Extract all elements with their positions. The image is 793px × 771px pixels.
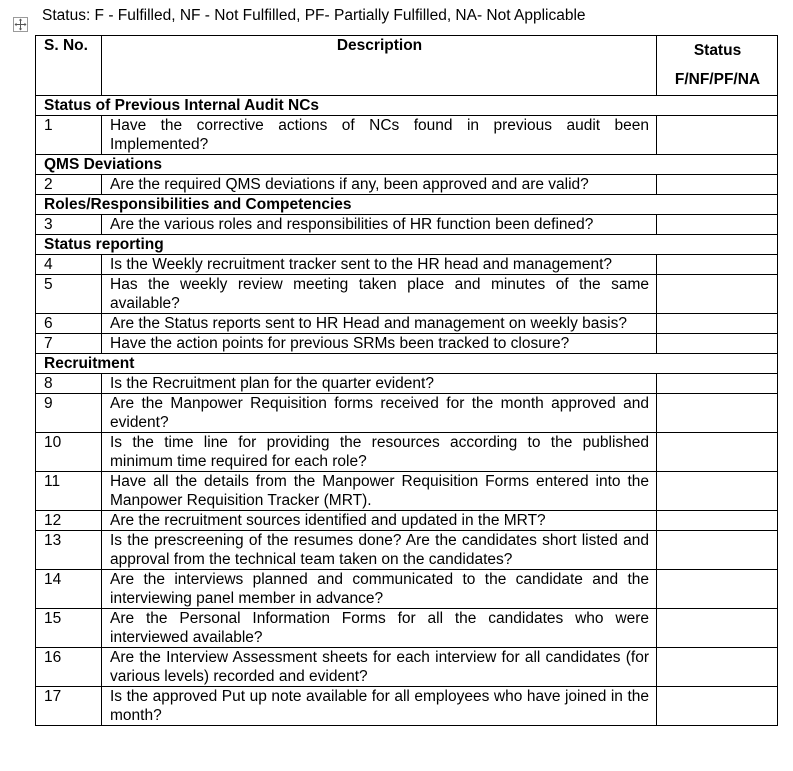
item-status-cell[interactable]: [657, 609, 778, 648]
table-row: [36, 215, 778, 235]
table-row: [36, 175, 778, 195]
item-number: 11: [36, 472, 102, 511]
item-number: 5: [36, 275, 102, 314]
header-status-line2: F/NF/PF/NA: [674, 71, 761, 88]
item-description: Are the required QMS deviations if any, been approved and are valid?: [102, 175, 657, 195]
item-description: Have the corrective actions of NCs found in previous audit been Implemented?: [102, 116, 657, 155]
item-status-cell[interactable]: [657, 570, 778, 609]
item-description: Are the interviews planned and communicated to the candidate and the interviewing panel member in advance?: [102, 570, 657, 609]
table-row: [36, 570, 778, 609]
item-number: 9: [36, 394, 102, 433]
item-status-cell[interactable]: [657, 531, 778, 570]
item-status-cell[interactable]: [657, 374, 778, 394]
item-description: Are the Interview Assessment sheets for each interview for all candidates (for various levels) recorded and evident?: [102, 648, 657, 687]
item-description: Is the Weekly recruitment tracker sent to the HR head and management?: [102, 255, 657, 275]
section-heading-row: [36, 155, 778, 175]
status-legend: Status: F - Fulfilled, NF - Not Fulfilled, PF- Partially Fulfilled, NA- Not Applicable: [42, 7, 586, 24]
item-description: Is the prescreening of the resumes done? Are the candidates short listed and approval from the technical team taken on the candidates?: [102, 531, 657, 570]
section-title: QMS Deviations: [36, 155, 778, 175]
item-number: 17: [36, 687, 102, 726]
table-row: [36, 648, 778, 687]
item-number: 10: [36, 433, 102, 472]
section-heading-row: [36, 354, 778, 374]
item-status-cell[interactable]: [657, 511, 778, 531]
item-number: 1: [36, 116, 102, 155]
item-number: 15: [36, 609, 102, 648]
header-sno: S. No.: [36, 36, 102, 96]
item-description: Has the weekly review meeting taken place and minutes of the same available?: [102, 275, 657, 314]
table-row: [36, 687, 778, 726]
item-status-cell[interactable]: [657, 255, 778, 275]
item-status-cell[interactable]: [657, 175, 778, 195]
item-number: 4: [36, 255, 102, 275]
table-row: [36, 531, 778, 570]
section-heading-row: [36, 235, 778, 255]
table-row: [36, 334, 778, 354]
item-status-cell[interactable]: [657, 215, 778, 235]
item-number: 13: [36, 531, 102, 570]
item-description: Are the Personal Information Forms for all the candidates who were interviewed available?: [102, 609, 657, 648]
table-row: [36, 394, 778, 433]
table-row: [36, 275, 778, 314]
item-description: Are the Status reports sent to HR Head and management on weekly basis?: [102, 314, 657, 334]
item-description: Have all the details from the Manpower Requisition Forms entered into the Manpower Requisition Tracker (MRT).: [102, 472, 657, 511]
item-number: 7: [36, 334, 102, 354]
item-status-cell[interactable]: [657, 648, 778, 687]
table-row: [36, 116, 778, 155]
item-description: Is the Recruitment plan for the quarter evident?: [102, 374, 657, 394]
table-row: [36, 609, 778, 648]
section-heading-row: [36, 96, 778, 116]
table-move-handle-icon[interactable]: [13, 17, 28, 32]
table-row: [36, 433, 778, 472]
item-number: 2: [36, 175, 102, 195]
section-heading-row: [36, 195, 778, 215]
item-description: Have the action points for previous SRMs been tracked to closure?: [102, 334, 657, 354]
table-row: [36, 472, 778, 511]
item-status-cell[interactable]: [657, 334, 778, 354]
item-description: Are the Manpower Requisition forms received for the month approved and evident?: [102, 394, 657, 433]
table-header-row: [36, 36, 778, 96]
item-number: 16: [36, 648, 102, 687]
item-status-cell[interactable]: [657, 687, 778, 726]
table-row: [36, 374, 778, 394]
item-description: Is the approved Put up note available for all employees who have joined in the month?: [102, 687, 657, 726]
item-status-cell[interactable]: [657, 433, 778, 472]
item-description: Are the recruitment sources identified and updated in the MRT?: [102, 511, 657, 531]
section-title: Status reporting: [36, 235, 778, 255]
header-status: [657, 36, 778, 96]
item-description: Are the various roles and responsibilities of HR function been defined?: [102, 215, 657, 235]
item-status-cell[interactable]: [657, 472, 778, 511]
header-status-line1: Status: [693, 42, 742, 59]
item-number: 6: [36, 314, 102, 334]
item-number: 8: [36, 374, 102, 394]
item-status-cell[interactable]: [657, 394, 778, 433]
item-status-cell[interactable]: [657, 116, 778, 155]
item-number: 3: [36, 215, 102, 235]
item-status-cell[interactable]: [657, 275, 778, 314]
item-description: Is the time line for providing the resources according to the published minimum time required for each role?: [102, 433, 657, 472]
section-title: Roles/Responsibilities and Competencies: [36, 195, 778, 215]
section-title: Recruitment: [36, 354, 778, 374]
section-title: Status of Previous Internal Audit NCs: [36, 96, 778, 116]
item-status-cell[interactable]: [657, 314, 778, 334]
audit-checklist-table: [35, 35, 778, 726]
table-row: [36, 314, 778, 334]
item-number: 12: [36, 511, 102, 531]
item-number: 14: [36, 570, 102, 609]
table-row: [36, 511, 778, 531]
table-row: [36, 255, 778, 275]
header-description: Description: [102, 36, 657, 96]
